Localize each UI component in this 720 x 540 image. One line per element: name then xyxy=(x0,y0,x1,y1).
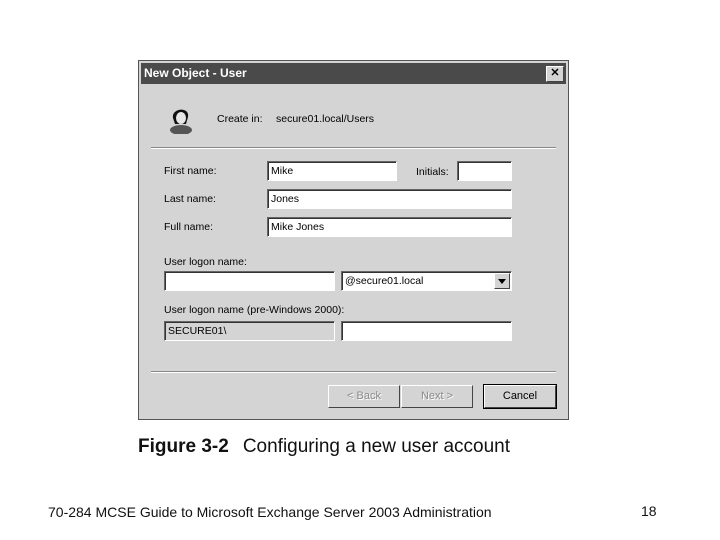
dialog-titlebar xyxy=(141,63,566,84)
domain-select-value: @secure01.local xyxy=(345,275,424,287)
first-name-field[interactable]: Mike xyxy=(267,161,397,181)
pre2000-logon-field[interactable] xyxy=(341,321,512,341)
back-button[interactable]: < Back xyxy=(328,385,400,408)
create-in-label: Create in: xyxy=(217,113,263,125)
figure-number: Figure 3-2 xyxy=(138,436,229,457)
full-name-field[interactable]: Mike Jones xyxy=(267,217,512,237)
logon-name-field[interactable] xyxy=(164,271,335,291)
dialog-title: New Object - User xyxy=(144,66,247,80)
next-button[interactable]: Next > xyxy=(401,385,473,408)
pre2000-label: User logon name (pre-Windows 2000): xyxy=(164,304,345,316)
initials-field[interactable] xyxy=(457,161,512,181)
logon-name-label: User logon name: xyxy=(164,256,247,268)
create-in-value: secure01.local/Users xyxy=(276,113,375,125)
domain-select[interactable] xyxy=(341,271,512,291)
user-icon xyxy=(168,104,194,134)
full-name-label: Full name: xyxy=(164,221,214,233)
separator xyxy=(151,371,556,373)
close-button[interactable] xyxy=(546,66,564,82)
last-name-field[interactable]: Jones xyxy=(267,189,512,209)
page-number: 18 xyxy=(641,503,657,519)
last-name-label: Last name: xyxy=(164,193,216,205)
figure-text: Configuring a new user account xyxy=(242,436,511,457)
new-user-dialog xyxy=(138,60,569,420)
footer-title: 70-284 MCSE Guide to Microsoft Exchange Server 2003 Administration xyxy=(48,504,492,520)
figure-caption xyxy=(138,436,510,458)
first-name-label: First name: xyxy=(164,165,217,177)
cancel-button[interactable]: Cancel xyxy=(484,385,556,408)
initials-label: Initials: xyxy=(416,166,449,178)
chevron-down-icon[interactable] xyxy=(494,273,510,289)
pre2000-domain-field: SECURE01\ xyxy=(164,321,335,341)
close-icon: ✕ xyxy=(550,67,560,79)
separator xyxy=(151,147,556,149)
